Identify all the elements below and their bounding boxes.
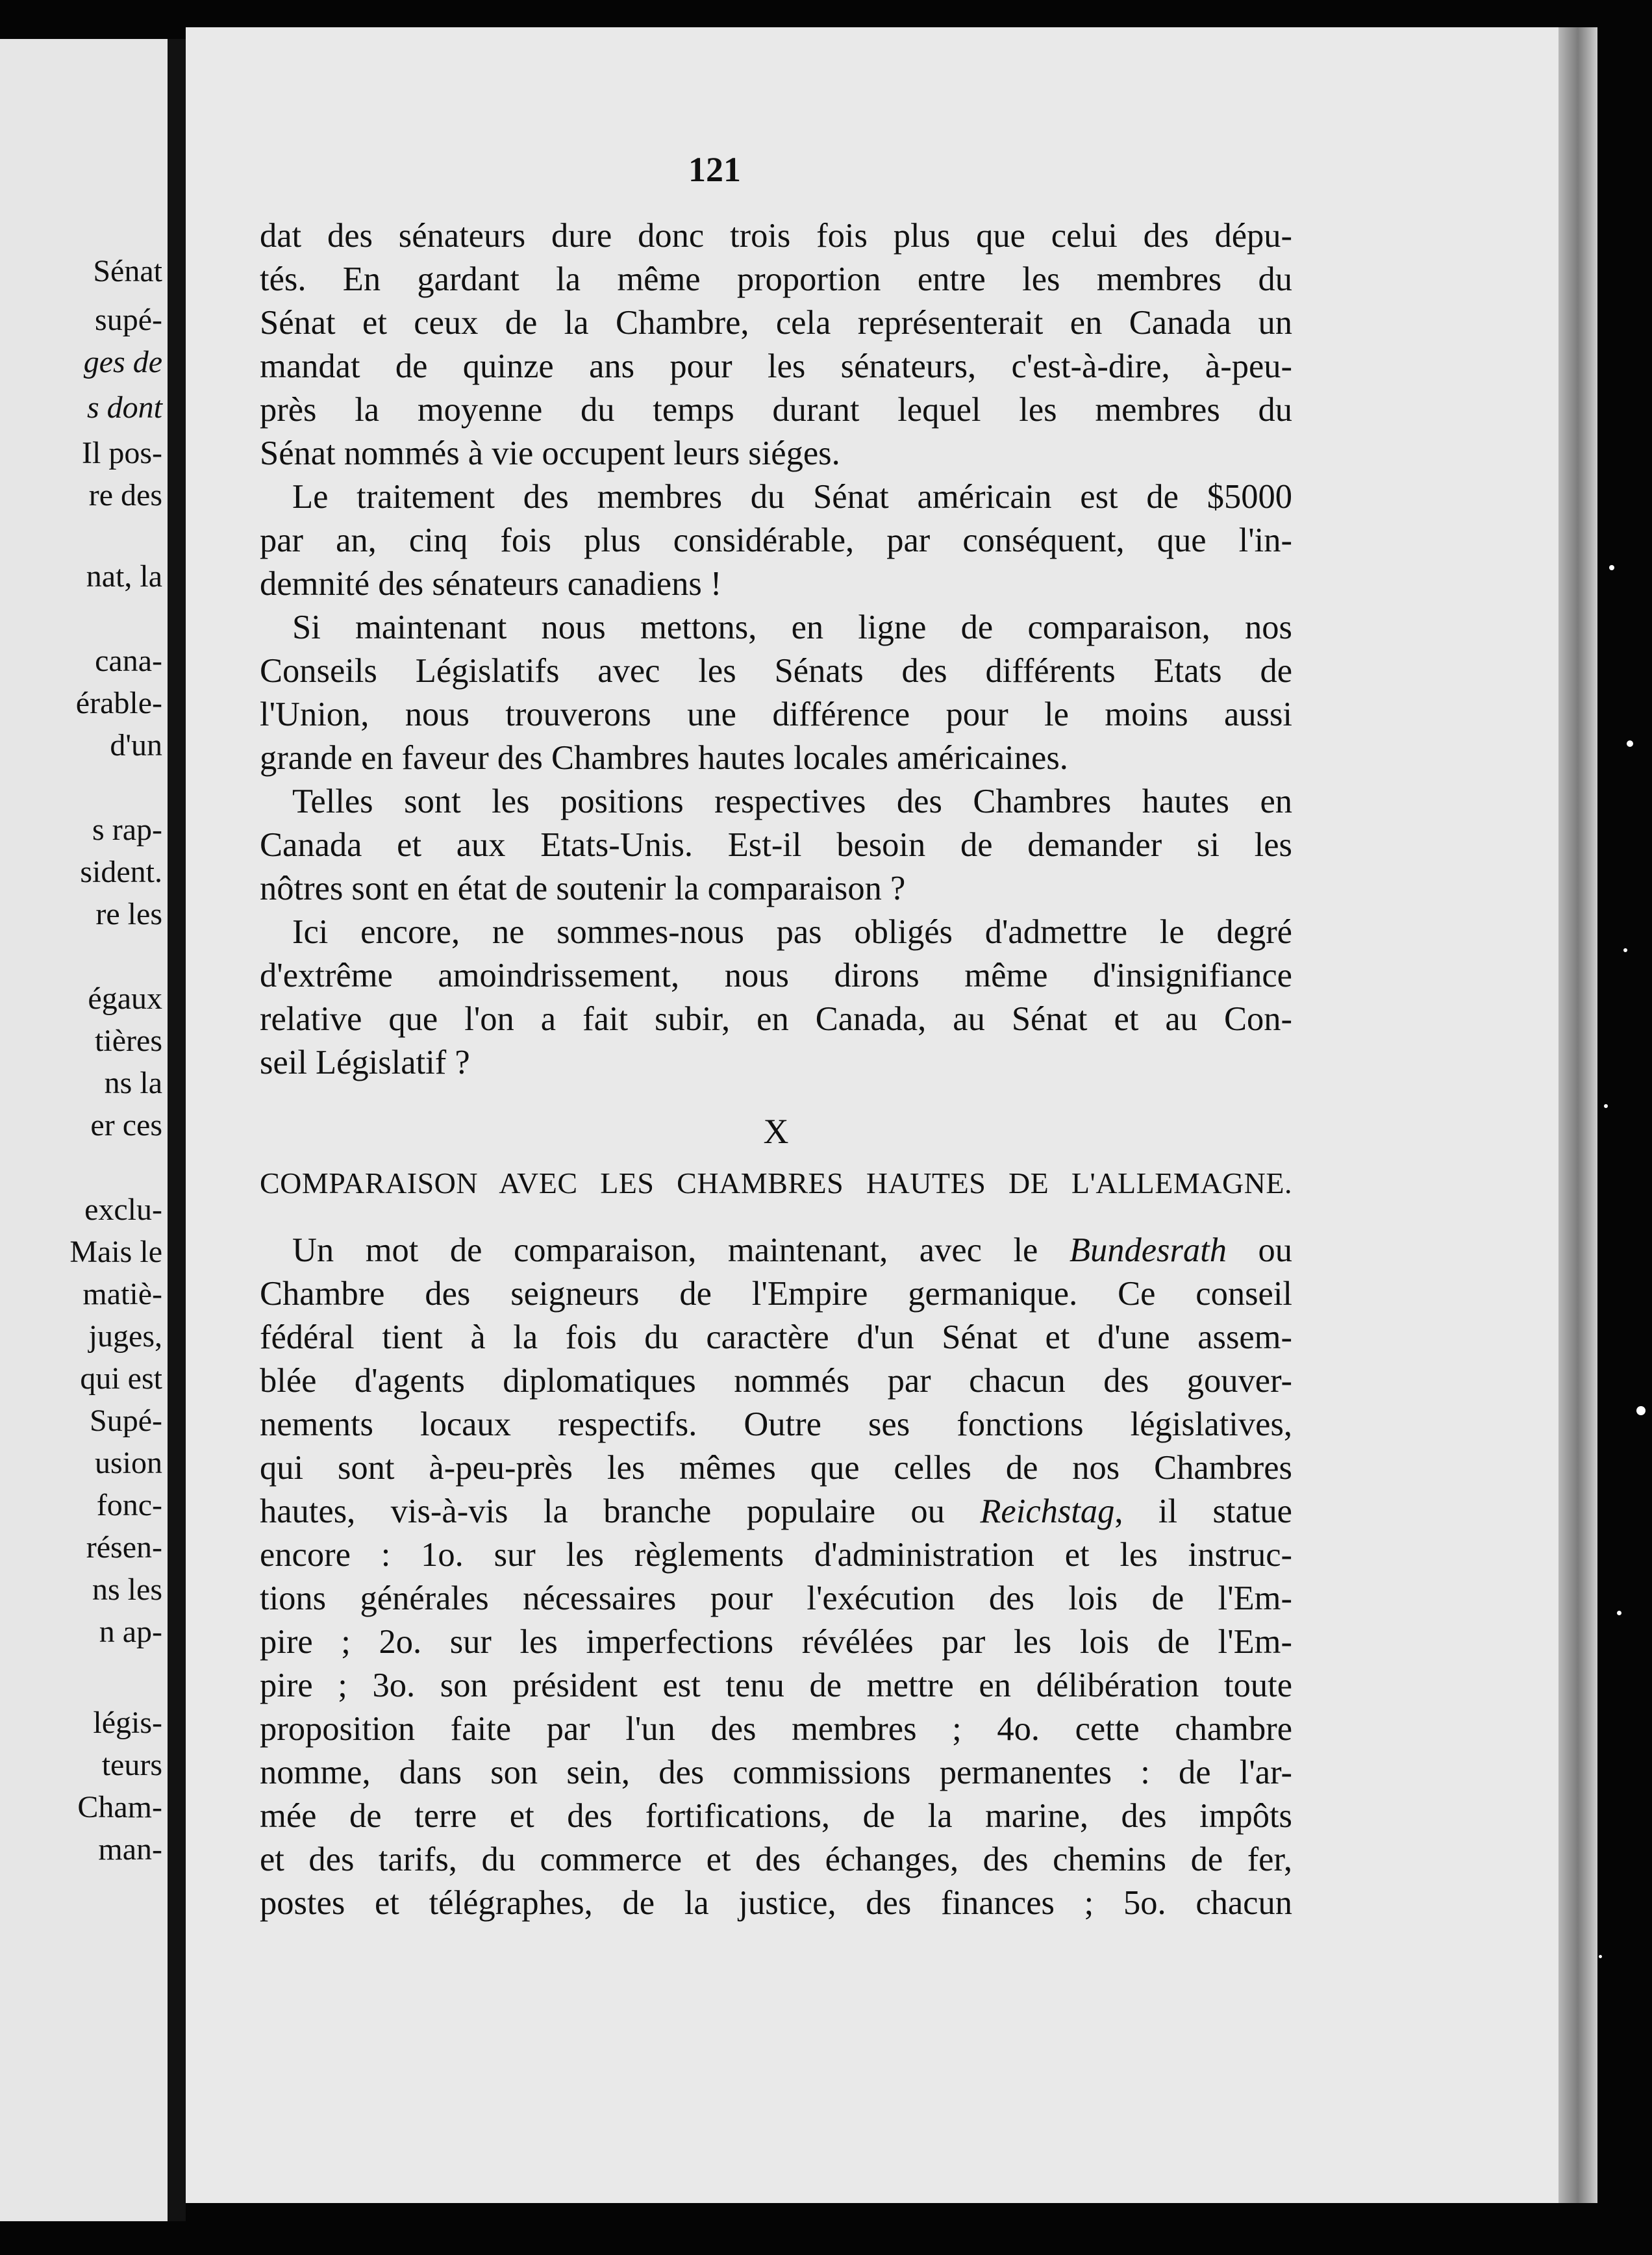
page-text <box>260 214 1292 1925</box>
left-page-line: d'un <box>110 728 162 762</box>
left-page-line: Cham- <box>77 1790 162 1824</box>
scan-speck <box>1599 1955 1602 1958</box>
left-page-line: qui est <box>80 1361 162 1396</box>
previous-page-fragment <box>0 39 168 2221</box>
left-page-line: teurs <box>101 1748 162 1782</box>
scan-speck <box>1604 1104 1608 1108</box>
text-line: pire ; 2o. sur les imperfections révélées par les lois de l'Em- <box>260 1623 1292 1661</box>
text-line: Canada et aux Etats-Unis. Est-il besoin de demander si les <box>260 826 1292 864</box>
left-page-line: n ap- <box>99 1615 162 1649</box>
text-line: Chambre des seigneurs de l'Empire germanique. Ce conseil <box>260 1275 1292 1313</box>
left-page-line: nat, la <box>86 559 162 594</box>
left-page-line: Supé- <box>90 1404 162 1438</box>
text-line: proposition faite par l'un des membres ; 4o. cette chambre <box>260 1710 1292 1748</box>
text-line: dat des sénateurs dure donc trois fois plus que celui des dépu- <box>260 217 1292 255</box>
left-page-line: juges, <box>88 1319 162 1354</box>
left-page-line: ns les <box>92 1572 162 1607</box>
left-page-line: re des <box>88 478 162 512</box>
text-line: Ici encore, ne sommes-nous pas obligés d'admettre le degré <box>292 913 1292 951</box>
left-page-line: tières <box>95 1024 162 1058</box>
scan-speck <box>1627 740 1633 747</box>
left-page-line: s rap- <box>92 813 162 847</box>
left-page-line: égaux <box>88 981 162 1016</box>
text-line: postes et télégraphes, de la justice, des finances ; 5o. chacun <box>260 1884 1292 1922</box>
text-line: relative que l'on a fait subir, en Canada, au Sénat et au Con- <box>260 1000 1292 1038</box>
left-page-line: exclu- <box>84 1192 162 1227</box>
left-page-line: ges de <box>83 345 162 379</box>
left-page-line: re les <box>95 897 162 931</box>
left-page-line: er ces <box>90 1108 162 1142</box>
left-page-line: cana- <box>95 644 162 678</box>
text-line: nôtres sont en état de soutenir la comparaison ? <box>260 870 906 907</box>
text-line: fédéral tient à la fois du caractère d'un Sénat et d'une assem- <box>260 1318 1292 1356</box>
text-line: nomme, dans son sein, des commissions permanentes : de l'ar- <box>260 1754 1292 1791</box>
scan-speck <box>1617 1611 1621 1615</box>
left-page-line: Mais le <box>69 1235 162 1269</box>
text-line: tions générales nécessaires pour l'exécution des lois de l'Em- <box>260 1580 1292 1617</box>
left-page-line: Il pos- <box>82 436 162 470</box>
left-page-line: matiè- <box>82 1277 162 1311</box>
italic-term: Reichstag <box>980 1493 1115 1530</box>
scan-speck <box>1636 1406 1646 1415</box>
text-line: l'Union, nous trouverons une différence pour le moins aussi <box>260 696 1292 733</box>
text-line: Telles sont les positions respectives des Chambres hautes en <box>292 783 1292 820</box>
text-line: et des tarifs, du commerce et des échanges, des chemins de fer, <box>260 1841 1292 1878</box>
text-line: Si maintenant nous mettons, en ligne de comparaison, nos <box>292 609 1292 646</box>
text-line: Sénat nommés à vie occupent leurs siéges. <box>260 435 840 472</box>
text-line: d'extrême amoindrissement, nous dirons même d'insignifiance <box>260 957 1292 994</box>
left-page-line: érable- <box>75 686 162 720</box>
text-line: Un mot de comparaison, maintenant, avec le Bundesrath ou <box>292 1231 1292 1269</box>
italic-term: Bundesrath <box>1069 1231 1227 1269</box>
scan-speck <box>1623 948 1627 952</box>
text-line: près la moyenne du temps durant lequel les membres du <box>260 391 1292 429</box>
text-line: grande en faveur des Chambres hautes locales américaines. <box>260 739 1068 777</box>
text-line: pire ; 3o. son président est tenu de mettre en délibération toute <box>260 1667 1292 1704</box>
text-line: demnité des sénateurs canadiens ! <box>260 565 722 603</box>
left-page-line: ns la <box>104 1066 162 1100</box>
text-line: Conseils Législatifs avec les Sénats des différents Etats de <box>260 652 1292 690</box>
left-page-line: supé- <box>95 303 162 337</box>
section-number: X <box>763 1112 789 1151</box>
page-number: 121 <box>688 150 741 189</box>
text-line: hautes, vis-à-vis la branche populaire ou Reichstag, il statue <box>260 1493 1292 1530</box>
text-line: tés. En gardant la même proportion entre les membres du <box>260 260 1292 298</box>
text-line: blée d'agents diplomatiques nommés par chacun des gouver- <box>260 1362 1292 1400</box>
text-line: mandat de quinze ans pour les sénateurs, c'est-à-dire, à-peu- <box>260 347 1292 385</box>
page-edge <box>1558 27 1597 2203</box>
text-line: Le traitement des membres du Sénat américain est de $5000 <box>292 478 1292 516</box>
left-page-line: fonc- <box>96 1488 162 1522</box>
section-title: COMPARAISON AVEC LES CHAMBRES HAUTES DE L'ALLEMAGNE. <box>260 1166 1292 1200</box>
left-page-line: légis- <box>93 1706 162 1740</box>
text-line: mée de terre et des fortifications, de la marine, des impôts <box>260 1797 1292 1835</box>
left-page-line: usion <box>94 1446 162 1480</box>
left-page-line: s dont <box>86 390 162 425</box>
book-gutter <box>168 39 186 2221</box>
left-page-line: résen- <box>86 1530 162 1565</box>
text-line: Sénat et ceux de la Chambre, cela représenterait en Canada un <box>260 304 1292 342</box>
left-page-line: sident. <box>80 855 162 889</box>
text-line: par an, cinq fois plus considérable, par conséquent, que l'in- <box>260 522 1292 559</box>
text-line: seil Législatif ? <box>260 1044 470 1081</box>
text-line: nements locaux respectifs. Outre ses fonctions législatives, <box>260 1405 1292 1443</box>
left-page-line: man- <box>98 1832 162 1867</box>
text-line: qui sont à-peu-près les mêmes que celles de nos Chambres <box>260 1449 1292 1487</box>
left-page-line: Sénat <box>93 254 162 288</box>
scan-speck <box>1609 565 1614 570</box>
text-line: encore : 1o. sur les règlements d'administration et les instruc- <box>260 1536 1292 1574</box>
